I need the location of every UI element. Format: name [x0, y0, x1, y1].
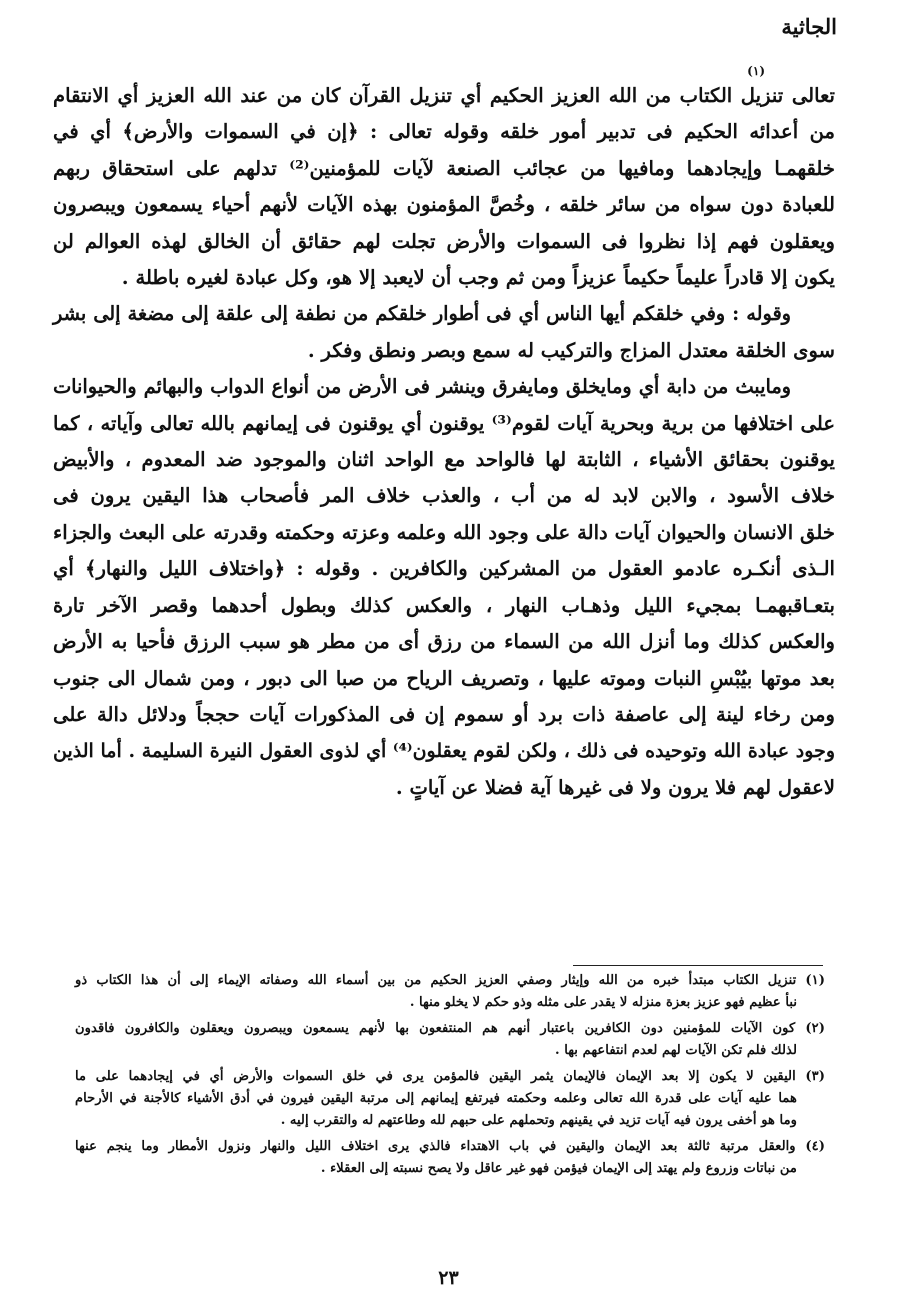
text-line: تعالى تنزيل الكتاب من الله العزيز الحكيم أي تنزيل القرآن كان من عند الله العزيز أي الانتقام	[53, 84, 835, 107]
footnote-4	[75, 1136, 825, 1180]
footnote-line: (١) تنزيل الكتاب مبتدأ خبره من الله وإيثار وصفي العزيز الحكيم من بين أسماء الله وصفاته الإيماء إلى أن هذا الكتاب ذو	[75, 973, 825, 988]
page-number: ٢٣	[438, 1267, 459, 1289]
footnote-line: (٤) والعقل مرتبة ثالثة بعد الإيمان واليقين في باب الاهتداء فالذي يرى اختلاف الليل والنهار ونزول الأمطار وما ينجم عنها	[75, 1139, 825, 1154]
footnote-2	[75, 1018, 825, 1062]
text-line: سوى الخلقة معتدل المزاج والتركيب له سمع وبصر ونطق وفكر .	[307, 338, 835, 362]
text-line: لاعقول لهم فلا يرون ولا فى غيرها آية فضلا عن آياتٍ .	[395, 775, 835, 799]
footnote-line: لذلك فلم تكن الآيات لهم لعدم انتفاعهم بها .	[555, 1043, 797, 1058]
footnote-separator	[573, 965, 823, 966]
text-line: والعكس كذلك وما أنزل الله من السماء من رزق أى من مطر هو سبب الرزق فأحيا به الأرض	[53, 630, 835, 654]
footnote-line: وما هو أخفى يرون فيه آيات تزيد في يقينهم وتحملهم على حبهم لله وطاعتهم له والتقرب إليه .	[280, 1113, 797, 1128]
text-line: خلقهمـا وإيجادهما ومافيها من عجائب الصنعة لآيات للمؤمنين⁽²⁾ تدلهم على استحقاق ربهم	[53, 156, 835, 180]
text-line: يوقنون بحقائق الأشياء ، الثابتة لها فالواحد مع الواحد اثنان والموجود ضد المعدوم ، والأبيض	[53, 448, 835, 472]
text-line: من أعدائه الحكيم فى تدبير أمور خلقه وقوله تعالى : ﴿إن في السموات والأرض﴾ أي في	[53, 120, 835, 144]
text-line: يكون إلا قادراً عليماً حكيماً عزيزاً ومن ثم وجب أن لايعبد إلا هو، وكل عبادة لغيره باطلة .	[121, 266, 835, 290]
text-line: ويعقلون فهم إذا نظروا فى السموات والأرض تجلت لهم حقائق أن الخالق لهذه العوالم لن	[53, 229, 835, 253]
footnote-line: نبأ عظيم فهو عزيز بعزة منزله لا يقدر على مثله وذو حكم لا يخلو منها .	[409, 995, 797, 1010]
footnote-1	[75, 970, 825, 1014]
running-head: الجاثية	[781, 14, 837, 39]
text-line: على اختلافها من برية وبحرية آيات لقوم⁽³⁾ يوقنون أي يوقنون فى إيمانهم بالله تعالى وآياته ، كما	[53, 411, 836, 435]
footnote-line: (٣) اليقين لا يكون إلا بعد الإيمان فالإيمان يثمر اليقين فالمؤمن يرى في خلق السموات والأرض أي في إيجادهما على ما	[75, 1069, 825, 1084]
footnote-marker-1: (١)	[747, 64, 765, 78]
footnote-line: من نباتات وزروع ولم يهتد إلى الإيمان فيؤمن فهو غير عاقل ولا يصح نسبته إلى العقلاء .	[320, 1161, 797, 1176]
text-line: الـذى أنكـره عادمو العقول من المشركين والكافرين . وقوله : ﴿واختلاف الليل والنهار﴾ أي	[53, 557, 835, 581]
text-line: خلق الانسان والحيوان آيات دالة على وجود الله وعلمه وعزته وحكمته وقدرته على البعث والجزاء	[53, 520, 835, 544]
footnote-line: (٢) كون الآيات للمؤمنين دون الكافرين باعتبار أنهم هم المنتفعون بها لأنهم يسمعون ويبصرون ويعقلون والكافرون فاقدون	[75, 1021, 825, 1036]
footnote-line: هما عليه آيات على قدرة الله تعالى وعلمه وحكمته فيرتفع إيمانهم إلى مرتبة اليقين فيرون في أدق الأشياء كالأجنة في الأرحام	[75, 1091, 797, 1106]
main-text	[53, 78, 835, 806]
text-line: بعد موتها بيُبْسِ النبات وموته عليها ، وتصريف الرياح من صبا الى دبور ، ومن شمال الى جنوب	[53, 666, 835, 690]
text-line: وقوله : وفي خلقكم أيها الناس أي فى أطوار خلقكم من نطفة إلى علقة إلى مضغة إلى بشر	[53, 302, 791, 326]
text-line: وجود عبادة الله وتوحيده فى ذلك ، ولكن لقوم يعقلون⁽⁴⁾ أي لذوى العقول النيرة السليمة . أما الذين	[53, 740, 835, 763]
footnotes	[75, 970, 825, 1184]
text-line: خلاف الأسود ، والابن لابد له من أب ، والعذب خلاف المر فأصحاب هذا اليقين يرون فى	[53, 484, 835, 508]
text-line: بتعـاقبهمـا بمجيء الليل وذهـاب النهار ، والعكس كذلك وبطول أحدهما وقصر الآخر تارة	[53, 593, 835, 617]
footnote-3	[75, 1066, 825, 1132]
text-line: ومايبث من دابة أي ومايخلق ومايفرق وينشر فى الأرض من أنواع الدواب والبهائم والحيوانات	[53, 375, 791, 399]
text-line: ومن رخاء لينة إلى عاصفة ذات برد أو سموم إن فى المذكورات آيات حججاً ودلائل دالة على	[53, 702, 835, 726]
text-line: للعبادة دون سواه من سائر خلقه ، وخُصَّ المؤمنون بهذه الآيات لأنهم أحياء يسمعون ويبصرون	[53, 193, 835, 217]
